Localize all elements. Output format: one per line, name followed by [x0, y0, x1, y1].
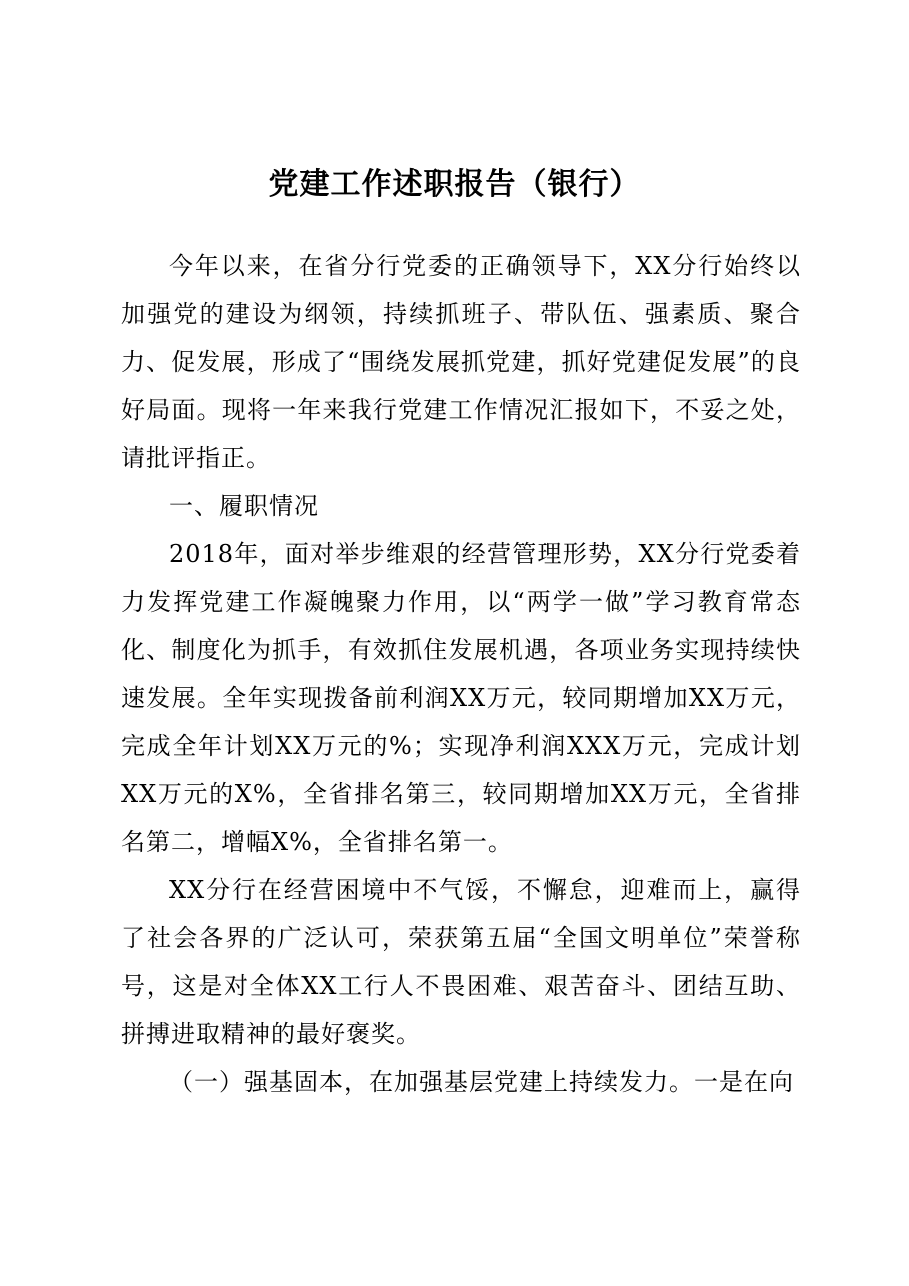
subsection-paragraph: （一）强基固本，在加强基层党建上持续发力。一是在向: [169, 1068, 794, 1096]
section-heading: 一、履职情况: [169, 492, 319, 520]
intro-paragraph: 今年以来，在省分行党委的正确领导下，XX分行始终以加强党的建设为纲领，持续抓班子、带队伍、强素质、聚合力、促发展，形成了“围绕发展抓党建，抓好党建促发展”的良好局面。现将一年来我行党建工作情况汇报如下，不妥之处，请批评指正。: [121, 252, 801, 472]
document-title: 党建工作述职报告（银行）: [268, 167, 641, 202]
honor-paragraph: XX分行在经营困境中不气馁，不懈怠，迎难而上，赢得了社会各界的广泛认可，荣获第五届“全国文明单位”荣誉称号，这是对全体XX工行人不畏困难、艰苦奋斗、团结互助、拼搏进取精神的最好褒奖。: [121, 876, 801, 1048]
performance-paragraph: 2018年，面对举步维艰的经营管理形势，XX分行党委着力发挥党建工作凝魄聚力作用，以“两学一做”学习教育常态化、制度化为抓手，有效抓住发展机遇，各项业务实现持续快速发展。全年实现拨备前利润XX万元，较同期增加XX万元，完成全年计划XX万元的%；实现净利润XXX万元，完成计划XX万元的X%，全省排名第三，较同期增加XX万元，全省排名第二，增幅X%，全省排名第一。: [121, 540, 801, 856]
document-body: [121, 242, 801, 1106]
